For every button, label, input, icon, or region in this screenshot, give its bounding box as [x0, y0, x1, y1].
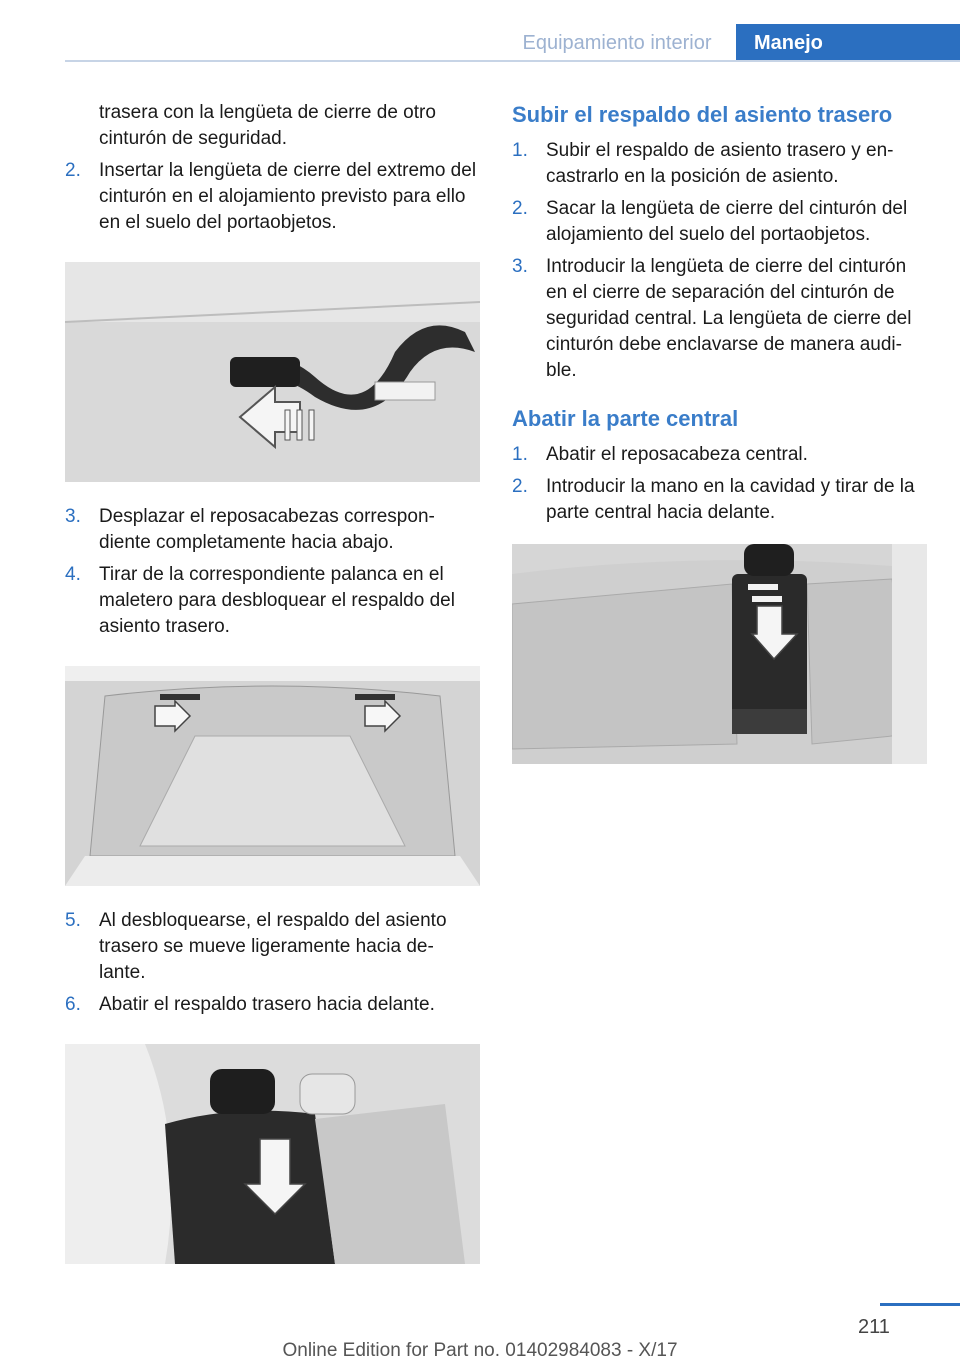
header-rule: [65, 60, 960, 62]
trunk-drawing: [65, 666, 480, 886]
step-text: Sacar la lengüeta de cierre del cinturón del alojamiento del suelo del portaobjetos.: [546, 198, 908, 245]
seat-fold-illustration: [65, 1044, 480, 1264]
continuation-text: trasera con la lengüeta de cierre de otro cinturón de seguridad.: [99, 102, 436, 149]
belt-buckle-drawing: [65, 262, 480, 482]
step-number: 2.: [65, 160, 81, 181]
center-section-illustration: [512, 544, 927, 764]
step-number: 6.: [65, 994, 81, 1015]
step-number: 1.: [512, 444, 528, 465]
step-text: Abatir el respaldo trasero hacia delante.: [99, 994, 435, 1015]
step-number: 4.: [65, 564, 81, 585]
step-text: Al desbloquearse, el respaldo del asiento trasero se mueve ligeramente hacia de‐ lante.: [99, 910, 447, 983]
seat-fold-drawing: [65, 1044, 480, 1264]
list-item: [512, 138, 927, 190]
step-text: Desplazar el reposacabezas correspon‐ diente completamente hacia abajo.: [99, 506, 435, 553]
step-number: 3.: [512, 256, 528, 277]
header-section-tab: Equipamiento interior: [522, 32, 712, 54]
list-item: [512, 474, 927, 526]
list-item: [65, 908, 480, 986]
list-item: [512, 254, 927, 384]
header-chapter-tab: Manejo: [736, 24, 960, 62]
page-number: 211: [858, 1316, 890, 1338]
step-text: Abatir el reposacabeza central.: [546, 444, 808, 465]
step-number: 5.: [65, 910, 81, 931]
section-heading-raise-backrest: Subir el respaldo del asiento trasero: [512, 102, 893, 127]
step-number: 2.: [512, 476, 528, 497]
right-column: [512, 100, 927, 786]
edition-footer: Online Edition for Part no. 01402984083 - X/17: [282, 1340, 678, 1361]
list-item: [65, 158, 480, 236]
center-section-drawing: [512, 544, 927, 764]
footer-rule: [880, 1303, 960, 1306]
left-column: [65, 100, 480, 1286]
list-item: [65, 504, 480, 556]
step-text: Introducir la lengüeta de cierre del cinturón en el cierre de separación del cinturón de seguridad central. La lengüeta de cierre del cinturón debe enclavarse de manera audi‐ ble.: [546, 256, 912, 381]
belt-buckle-illustration: [65, 262, 480, 482]
step-text: Insertar la lengüeta de cierre del extremo del cinturón en el alojamiento previsto para ello en el suelo del portaobjetos.: [99, 160, 477, 233]
step-number: 3.: [65, 506, 81, 527]
list-item: [65, 992, 480, 1018]
step-number: 2.: [512, 198, 528, 219]
list-item: [512, 442, 927, 468]
trunk-release-illustration: [65, 666, 480, 886]
section-heading-fold-center: Abatir la parte central: [512, 406, 739, 431]
step-text: Subir el respaldo de asiento trasero y en‐ castrarlo en la posición de asiento.: [546, 140, 894, 187]
list-item: [512, 196, 927, 248]
step-text: Tirar de la correspondiente palanca en el maletero para desbloquear el respaldo del asiento trasero.: [99, 564, 455, 637]
step-number: 1.: [512, 140, 528, 161]
step-text: Introducir la mano en la cavidad y tirar de la parte central hacia delante.: [546, 476, 915, 523]
list-item: [65, 562, 480, 640]
